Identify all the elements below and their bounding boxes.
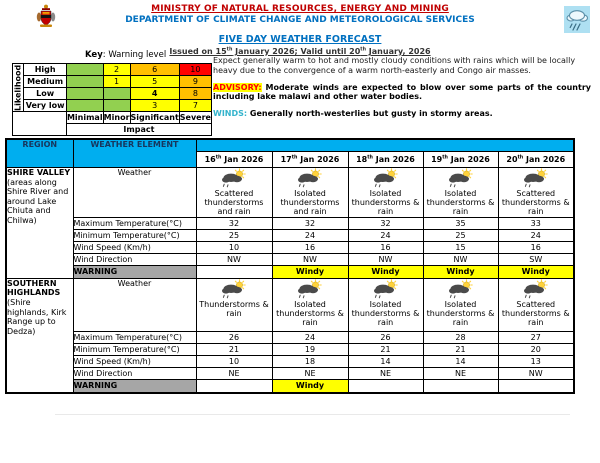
warning-value: Windy — [272, 265, 348, 278]
weather-description: Isolated thunderstorms & rain — [351, 189, 420, 216]
warning-value — [196, 379, 272, 393]
row-label-warning: WARNING — [73, 265, 196, 278]
impact-axis-label: Impact — [66, 124, 211, 136]
table-row — [6, 265, 574, 278]
region-name: SOUTHERN HIGHLANDS — [7, 278, 61, 298]
row-label-wind-speed: Wind Speed (Km/h) — [73, 241, 196, 253]
weather-cell — [498, 168, 574, 218]
key-table-body — [13, 64, 212, 136]
key-row-label: Low — [24, 88, 66, 100]
thunderstorm-icon — [499, 168, 574, 188]
key-row-label: Medium — [24, 76, 66, 88]
region-name: SHIRE VALLEY — [7, 168, 71, 177]
weather-description: Isolated thunderstorms & rain — [426, 189, 495, 216]
weather-cell — [498, 278, 574, 331]
weather-description: Thunderstorms & rain — [199, 299, 269, 318]
row-label-weather: Weather — [73, 168, 196, 218]
max-temp-value: 32 — [272, 217, 348, 229]
wind-direction-value: SW — [498, 253, 574, 265]
key-cell: 5 — [130, 76, 179, 88]
max-temp-value: 26 — [348, 331, 423, 343]
key-cell: 2 — [103, 64, 130, 76]
impact-level-label: Severe — [179, 112, 211, 122]
warning-value: Windy — [423, 265, 498, 278]
table-row — [6, 355, 574, 367]
min-temp-value: 21 — [348, 343, 423, 355]
date-header: 18th Jan 2026 — [348, 152, 423, 168]
key-cell: 9 — [179, 76, 211, 88]
wind-direction-value: NW — [196, 253, 272, 265]
wind-speed-value: 16 — [348, 241, 423, 253]
table-row — [6, 241, 574, 253]
region-cell — [6, 168, 73, 279]
min-temp-value: 25 — [423, 229, 498, 241]
key-label-bold: Key — [85, 50, 103, 60]
wind-speed-value: 10 — [196, 355, 272, 367]
row-label-min-temp: Minimum Temperature(°C) — [73, 343, 196, 355]
advisory-label: ADVISORY: — [213, 82, 262, 92]
weather-cell — [272, 168, 348, 218]
key-cell: 7 — [179, 100, 211, 112]
table-row — [6, 253, 574, 265]
wind-direction-value: NE — [196, 367, 272, 379]
winds-label: WINDS: — [213, 109, 248, 118]
min-temp-value: 21 — [196, 343, 272, 355]
max-temp-value: 24 — [272, 331, 348, 343]
weather-cell — [348, 278, 423, 331]
weather-description: Scattered thunderstorms and rain — [204, 189, 264, 216]
key-cell: 4 — [130, 88, 179, 100]
key-table-row — [13, 100, 212, 112]
weather-cell — [423, 278, 498, 331]
weather-description: Isolated thunderstorms & rain — [426, 299, 495, 327]
footer-divider — [55, 414, 570, 415]
key-row-label: Very low — [25, 100, 65, 110]
min-temp-value: 25 — [196, 229, 272, 241]
thunderstorm-icon — [349, 279, 423, 299]
dates-header-strip — [196, 139, 574, 152]
row-label-max-temp: Maximum Temperature(°C) — [73, 217, 196, 229]
min-temp-value: 20 — [498, 343, 574, 355]
weather-description: Isolated thunderstorms & rain — [351, 299, 420, 327]
thunderstorm-icon — [424, 279, 498, 299]
wind-speed-value: 13 — [498, 355, 574, 367]
min-temp-value: 19 — [272, 343, 348, 355]
table-row — [6, 278, 574, 331]
thunderstorm-icon — [273, 279, 348, 299]
date-header: 16th Jan 2026 — [196, 152, 272, 168]
row-label-warning: WARNING — [73, 379, 196, 393]
warning-value: Windy — [272, 379, 348, 393]
advisory-paragraph — [213, 83, 591, 103]
table-row — [6, 343, 574, 355]
likelihood-axis-label: Likelihood — [13, 64, 23, 111]
key-cell — [66, 76, 103, 88]
key-row-label: High — [24, 64, 66, 76]
key-cell: 1 — [103, 76, 130, 88]
table-row — [6, 217, 574, 229]
key-cell — [66, 64, 103, 76]
max-temp-value: 33 — [498, 217, 574, 229]
key-cell: 10 — [179, 64, 211, 76]
ministry-title: MINISTRY OF NATURAL RESOURCES, ENERGY AND MINING — [151, 4, 449, 14]
warning-key-block — [12, 50, 212, 136]
max-temp-value: 27 — [498, 331, 574, 343]
weather-cell — [196, 168, 272, 218]
warning-value — [196, 265, 272, 278]
page-title: FIVE DAY WEATHER FORECAST — [218, 34, 382, 45]
table-row — [6, 229, 574, 241]
five-day-forecast-table — [5, 138, 575, 394]
warning-value — [498, 379, 574, 393]
impact-level-label: Minor — [103, 112, 130, 122]
key-cell: 3 — [130, 100, 179, 112]
row-label-wind-speed: Wind Speed (Km/h) — [73, 355, 196, 367]
outlook-text: Expect generally warm to hot and mostly cloudy conditions with rains which will be locally heavy due to the convergence of a warm north-easterly and Congo air masses. — [213, 56, 576, 75]
weather-description: Isolated thunderstorms & rain — [276, 299, 344, 327]
region-desc: (areas along Shire River and around Lake Chiuta and Chilwa) — [7, 177, 69, 225]
key-table-row — [13, 76, 212, 88]
date-header: 19th Jan 2026 — [423, 152, 498, 168]
region-column-header: REGION — [6, 139, 73, 168]
weather-element-column-header: WEATHER ELEMENT — [73, 139, 196, 168]
thunderstorm-icon — [349, 168, 423, 188]
advisory-text: Moderate winds are expected to blow over some parts of the country including lake malawi and other water bodies. — [213, 82, 591, 102]
table-row — [6, 379, 574, 393]
weather-description: Scattered thunderstorms & rain — [501, 189, 570, 216]
max-temp-value: 32 — [348, 217, 423, 229]
winds-text: Generally north-westerlies but gusty in stormy areas. — [249, 109, 493, 118]
key-cell — [103, 88, 130, 100]
row-label-wind-direction: Wind Direction — [73, 253, 196, 265]
max-temp-value: 26 — [196, 331, 272, 343]
document-header — [0, 4, 600, 56]
thunderstorm-icon — [197, 279, 272, 299]
wind-direction-value: NW — [423, 253, 498, 265]
wind-direction-value: NW — [498, 367, 574, 379]
warning-value: Windy — [348, 265, 423, 278]
wind-direction-value: NW — [348, 253, 423, 265]
thunderstorm-icon — [424, 168, 498, 188]
malawi-coat-of-arms-icon — [36, 4, 56, 32]
warning-level-key-table — [12, 63, 212, 136]
weather-description: Isolated thunderstorms and rain — [280, 189, 340, 216]
wind-speed-value: 14 — [423, 355, 498, 367]
max-temp-value: 35 — [423, 217, 498, 229]
date-header: 20th Jan 2026 — [498, 152, 574, 168]
forecast-body — [6, 168, 574, 393]
key-cell — [66, 88, 103, 100]
rain-cloud-icon — [564, 6, 590, 37]
min-temp-value: 24 — [348, 229, 423, 241]
title-block — [0, 4, 600, 56]
row-label-wind-direction: Wind Direction — [73, 367, 196, 379]
region-cell — [6, 278, 73, 393]
impact-level-label: Significant — [130, 112, 179, 122]
max-temp-value: 28 — [423, 331, 498, 343]
weather-cell — [348, 168, 423, 218]
table-row — [6, 168, 574, 218]
key-cell: 6 — [130, 64, 179, 76]
wind-speed-value: 10 — [196, 241, 272, 253]
impact-level-label: Minimal — [66, 112, 103, 122]
table-row — [6, 367, 574, 379]
impact-labels-row — [13, 112, 212, 124]
weather-cell — [423, 168, 498, 218]
winds-paragraph — [213, 109, 591, 119]
thunderstorm-icon — [499, 279, 574, 299]
min-temp-value: 24 — [498, 229, 574, 241]
key-label-rest: : Warning level — [102, 50, 167, 60]
thunderstorm-icon — [273, 168, 348, 188]
row-label-weather: Weather — [73, 278, 196, 331]
min-temp-value: 24 — [272, 229, 348, 241]
table-row — [6, 331, 574, 343]
wind-speed-value: 14 — [348, 355, 423, 367]
thunderstorm-icon — [197, 168, 272, 188]
table-header-row — [6, 139, 574, 152]
key-cell — [103, 100, 130, 112]
weather-cell — [272, 278, 348, 331]
wind-speed-value: 16 — [272, 241, 348, 253]
max-temp-value: 32 — [196, 217, 272, 229]
region-desc: (Shire highlands, Kirk Range up to Dedza) — [7, 298, 67, 336]
min-temp-value: 21 — [423, 343, 498, 355]
wind-direction-value: NE — [348, 367, 423, 379]
key-cell — [66, 100, 103, 112]
warning-value — [348, 379, 423, 393]
key-cell: 8 — [179, 88, 211, 100]
issued-validity-line: Issued on 15th January 2026; Valid until 20th January, 2026 — [169, 47, 431, 56]
forecast-summary — [213, 56, 591, 126]
weather-description: Scattered thunderstorms & rain — [501, 299, 570, 327]
key-table-row — [13, 88, 212, 100]
wind-direction-value: NE — [423, 367, 498, 379]
warning-value: Windy — [498, 265, 574, 278]
row-label-max-temp: Maximum Temperature(°C) — [73, 331, 196, 343]
wind-speed-value: 16 — [498, 241, 574, 253]
key-table-row — [13, 64, 212, 76]
weather-cell — [196, 278, 272, 331]
wind-direction-value: NW — [272, 253, 348, 265]
wind-speed-value: 18 — [272, 355, 348, 367]
wind-direction-value: NE — [272, 367, 348, 379]
key-label — [85, 50, 212, 60]
key-spacer — [13, 112, 67, 136]
wind-speed-value: 15 — [423, 241, 498, 253]
department-title: DEPARTMENT OF CLIMATE CHANGE AND METEOROLOGICAL SERVICES — [125, 15, 475, 25]
row-label-min-temp: Minimum Temperature(°C) — [73, 229, 196, 241]
date-header: 17th Jan 2026 — [272, 152, 348, 168]
warning-value — [423, 379, 498, 393]
